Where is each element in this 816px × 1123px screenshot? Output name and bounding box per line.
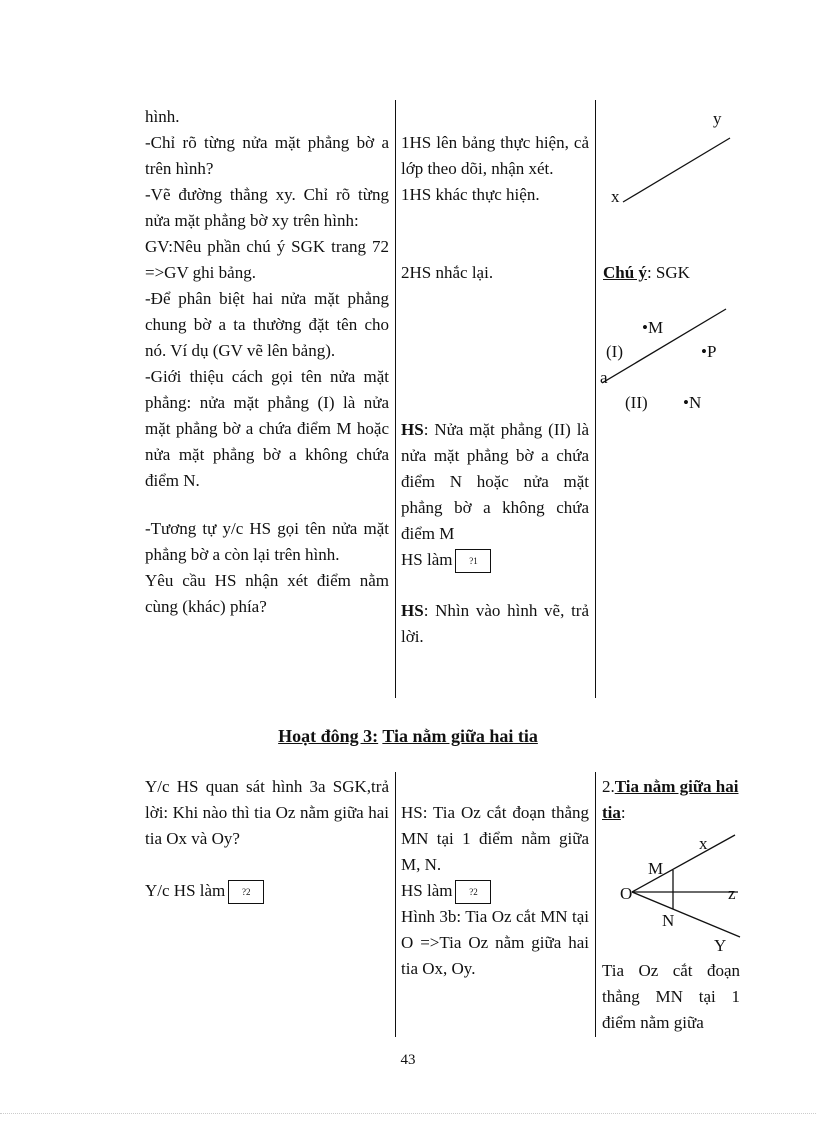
label-y: y bbox=[713, 109, 722, 128]
section-number: 2. bbox=[602, 777, 615, 796]
question-box-2a: ?2 bbox=[228, 880, 264, 904]
ray-Oy bbox=[632, 892, 740, 937]
hs-lam-text-2: HS làm bbox=[401, 881, 453, 900]
col1-para-4: -Để phân biệt hai nửa mặt phẳng chung bờ a ta thường đặt tên cho nó. Ví dụ (GV vẽ lên bảng). bbox=[145, 289, 389, 360]
col2-para-e bbox=[401, 547, 589, 573]
t2-col1-para-b bbox=[145, 878, 389, 904]
col2-para-c: 2HS nhắc lại. bbox=[401, 263, 494, 282]
col2-para-f bbox=[401, 598, 589, 650]
label-O: O bbox=[620, 884, 633, 903]
table2-col3-title bbox=[602, 774, 744, 826]
heading-title: Tia nằm giữa hai tia bbox=[382, 726, 538, 746]
col2-para-a: 1HS lên bảng thực hiện, cả lớp theo dõi, nhận xét. bbox=[401, 133, 589, 178]
section-heading bbox=[0, 726, 816, 747]
table2-divider-2 bbox=[595, 772, 596, 1037]
table1-col2-f bbox=[401, 598, 589, 650]
table2-col2 bbox=[401, 800, 589, 982]
label-z: z bbox=[728, 884, 736, 903]
col1-para-6: -Tương tự y/c HS gọi tên nửa mặt phẳng bờ a còn lại trên hình. bbox=[145, 519, 389, 564]
label-II: (II) bbox=[625, 393, 648, 412]
table2-divider-1 bbox=[395, 772, 396, 1037]
hs-answer-text-2: : Nhìn vào hình vẽ, trả lời. bbox=[401, 601, 589, 646]
label-N: N bbox=[662, 911, 675, 930]
label-x: x bbox=[611, 187, 620, 206]
line-xy bbox=[623, 138, 730, 202]
hs-label-2: HS bbox=[401, 601, 424, 620]
table2-col3-text bbox=[602, 958, 740, 1036]
label-a: a bbox=[600, 368, 608, 387]
page-number: 43 bbox=[400, 1052, 416, 1068]
t2-col2-para-c: Hình 3b: Tia Oz cắt MN tại O =>Tia Oz nằm giữa hai tia Ox, Oy. bbox=[401, 907, 589, 979]
table1-col2-d bbox=[401, 417, 589, 573]
figure-ray-between bbox=[600, 825, 750, 955]
table1-col1 bbox=[145, 104, 389, 620]
t2-col2-para-b bbox=[401, 878, 589, 904]
col1-para-1: -Chỉ rõ từng nửa mặt phẳng bờ a trên hình? bbox=[145, 133, 389, 178]
note-label: Chú ý bbox=[603, 263, 647, 282]
col2-para-d bbox=[401, 417, 589, 547]
table1-col2-a bbox=[401, 130, 589, 208]
section-title: Tia nằm giữa hai tia bbox=[602, 777, 739, 822]
t2-col2-para-a: HS: Tia Oz cắt đoạn thẳng MN tại 1 điểm nằm giữa M, N. bbox=[401, 803, 589, 874]
hs-answer-text: : Nửa mặt phẳng (II) là nửa mặt phẳng bờ a chứa điểm N hoặc nửa mặt phẳng bờ a không chứa điểm M bbox=[401, 420, 589, 543]
note-text: : SGK bbox=[646, 263, 690, 282]
hs-label: HS bbox=[401, 420, 424, 439]
col1-para-3: GV:Nêu phần chú ý SGK trang 72 =>GV ghi bảng. bbox=[145, 237, 389, 282]
col1-para-7: Yêu cầu HS nhận xét điểm nằm cùng (khác) phía? bbox=[145, 571, 389, 616]
section-colon: : bbox=[620, 803, 626, 822]
table1-divider-1 bbox=[395, 100, 396, 698]
label-M: M bbox=[648, 859, 664, 878]
label-Y: Y bbox=[714, 936, 727, 955]
figure-line-xy bbox=[600, 100, 750, 210]
question-box-2b: ?2 bbox=[455, 880, 491, 904]
point-N: •N bbox=[683, 393, 702, 412]
point-M: •M bbox=[642, 318, 664, 337]
col1-para-5: -Giới thiệu cách gọi tên nửa mặt phẳng: nửa mặt phẳng (I) là nửa mặt phẳng bờ a chứa điểm M hoặc nửa mặt phẳng bờ a không chứa điểm N. bbox=[145, 367, 389, 490]
question-box-1: ?1 bbox=[455, 549, 491, 573]
note-chu-y bbox=[603, 260, 743, 286]
hs-lam-text: HS làm bbox=[401, 550, 453, 569]
t2-col1-para-a: Y/c HS quan sát hình 3a SGK,trả lời: Khi nào thì tia Oz nằm giữa hai tia Ox và Oy? bbox=[145, 777, 389, 848]
figure-half-planes bbox=[598, 305, 748, 420]
col1-para-2: -Vẽ đường thẳng xy. Chỉ rõ từng nửa mặt phẳng bờ xy trên hình: bbox=[145, 185, 389, 230]
yc-hs-lam-text: Y/c HS làm bbox=[145, 881, 226, 900]
col1-line-hinh: hình. bbox=[145, 107, 180, 126]
table1-col2-c bbox=[401, 260, 589, 286]
table1-divider-2 bbox=[595, 100, 596, 698]
col2-para-b: 1HS khác thực hiện. bbox=[401, 185, 540, 204]
footer-dotted-line bbox=[0, 1113, 816, 1114]
label-x-2: x bbox=[699, 834, 708, 853]
table2-col1 bbox=[145, 774, 389, 904]
label-I: (I) bbox=[606, 342, 623, 361]
t2-col3-para: Tia Oz cắt đoạn thẳng MN tại 1 điểm nằm giữa bbox=[602, 961, 740, 1032]
point-P: •P bbox=[701, 342, 717, 361]
heading-label: Hoạt đông 3: bbox=[278, 726, 379, 746]
